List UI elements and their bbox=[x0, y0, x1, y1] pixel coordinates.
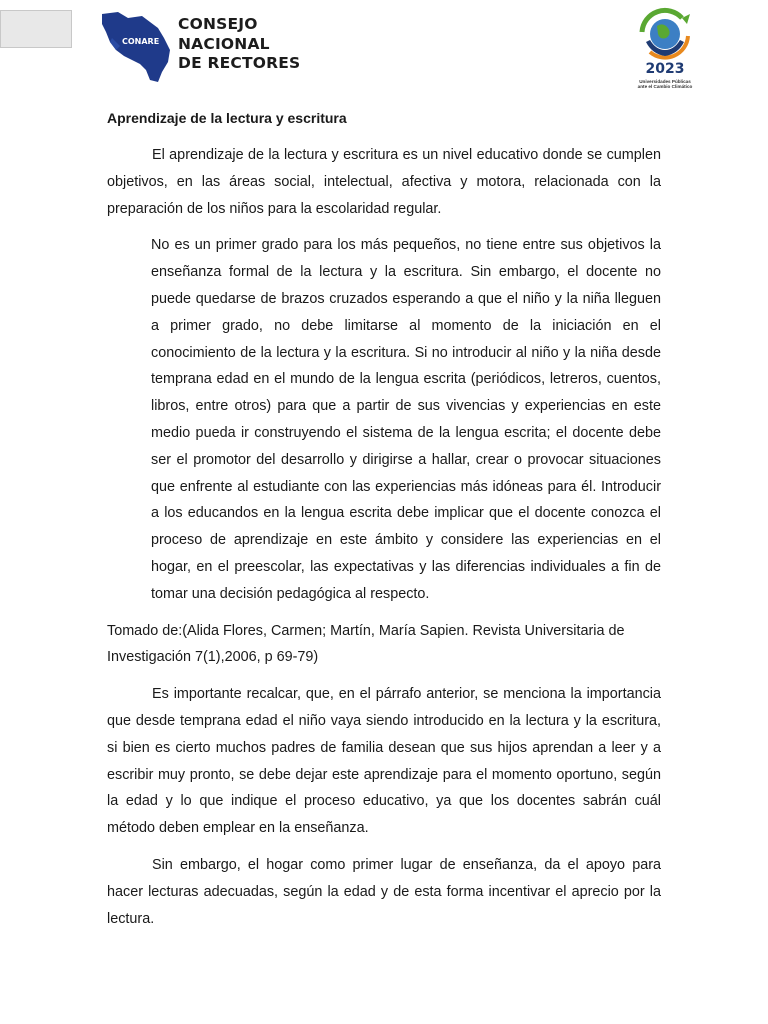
citation: Tomado de:(Alida Flores, Carmen; Martín, María Sapien. Revista Universitaria de Investigación 7(1),2006, p 69-79) bbox=[107, 622, 625, 666]
logo-caption-line-2: ante el Cambio Climático bbox=[637, 84, 693, 89]
document-body bbox=[107, 108, 661, 932]
conare-name-line-3: DE RECTORES bbox=[178, 54, 301, 72]
conare-name-line-2: NACIONAL bbox=[178, 34, 270, 53]
paragraph-3: Sin embargo, el hogar como primer lugar de enseñanza, da el apoyo para hacer lecturas adecuadas, según la edad y de esta forma incentivar el aprecio por la lectura. bbox=[107, 856, 661, 927]
costa-rica-map-icon bbox=[98, 10, 176, 86]
logo-year: 2023 bbox=[645, 61, 685, 77]
paragraph-2: Es importante recalcar, que, en el párrafo anterior, se menciona la importancia que desde temprana edad el niño vaya siendo introducido en la lectura y la escritura, si bien es cierto muchos padres de familia desean que sus hijos aprendan a leer y a escribir muy pronto, se debe dejar este aprendizaje para el momento oportuno, según la edad y lo que indique el proceso educativo, ya que los docentes sabrán cuál método deben emplear en la enseñanza. bbox=[107, 686, 661, 837]
conare-name bbox=[178, 15, 300, 74]
conare-logo bbox=[98, 10, 301, 86]
universidades-2023-logo bbox=[630, 6, 700, 92]
svg-text:CONARE: CONARE bbox=[122, 37, 160, 46]
toolbar-placeholder-box bbox=[0, 10, 72, 48]
globe-hands-icon bbox=[630, 6, 700, 62]
paragraph-1: El aprendizaje de la lectura y escritura es un nivel educativo donde se cumplen objetivos, en las áreas social, intelectual, afectiva y motora, relacionada con la preparación de los niños para la escolaridad regular. bbox=[107, 147, 661, 217]
section-heading: Aprendizaje de la lectura y escritura bbox=[107, 110, 347, 126]
conare-name-line-1: CONSEJO bbox=[178, 15, 258, 33]
block-quote: No es un primer grado para los más pequeños, no tiene entre sus objetivos la enseñanza formal de la lectura y la escritura. Sin embargo, el docente no puede quedarse de brazos cruzados esperando a que el niño y la niña lleguen a primer grado, no debe limitarse al momento de la iniciación en el conocimiento de la lectura y la escritura. Si no introducir al niño y la niña desde temprana edad en el mundo de la lengua escrita (periódicos, letreros, cuentos, libros, entre otros) para que a partir de sus vivencias y experiencias en este medio pueda ir construyendo el sistema de la lengua escrita; el docente debe ser el promotor del desarrollo y dirigirse a hallar, crear o provocar situaciones que enfrente al estudiante con las experiencias más idóneas para él. Introducir a los educandos en la lengua escrita debe implicar que el docente conozca el proceso de aprendizaje en este ámbito y considere las experiencias en el hogar, en el preescolar, las expectativas y las diferencias individuales a fin de tomar una decisión pedagógica al respecto. bbox=[151, 237, 661, 602]
logo-caption-line-1: Universidades Públicas bbox=[639, 79, 691, 84]
